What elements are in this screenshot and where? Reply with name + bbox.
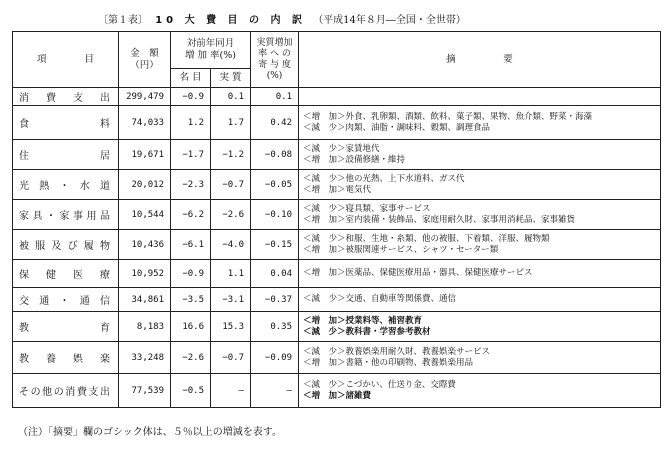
row-real: −0.7 [211,342,251,374]
table-row [13,88,661,106]
row-item: 住居 [13,140,119,170]
row-amount: 19,671 [119,140,171,170]
row-nominal: −2.6 [171,342,211,374]
summary-line: ＜減 少＞和服、生地・糸類、他の被服、下着類、洋服、履物類 [303,233,550,244]
summary-line: ＜減 少＞交通、自動車等関係費、通信 [303,294,457,304]
row-item: 保健医療 [13,260,119,288]
row-amount: 34,861 [119,288,171,312]
title-suffix: （平成14年８月―全国・全世帯） [313,15,466,26]
header-nominal: 名 目 [171,69,211,88]
row-amount: 33,248 [119,342,171,374]
summary-line: ＜減 少＞寝具類、家事サービス [303,203,431,214]
header-rate-group: 対前年同月 増 加 率(%) [171,32,251,69]
row-amount: 10,544 [119,200,171,230]
row-contribution: −0.15 [251,230,299,260]
summary-line: ＜増 加＞医薬品、保健医療用品・器具、保健医療サービス [303,268,533,278]
table-row [13,230,661,260]
row-real: 15.3 [211,312,251,342]
summary-line: ＜減 少＞教養娯楽用耐久財、教養娯楽サービス [303,346,491,357]
row-item: 光熱・水道 [13,170,119,200]
row-nominal: −2.3 [171,170,211,200]
row-real: — [211,374,251,408]
row-summary [299,230,661,260]
row-contribution: — [251,374,299,408]
table-title [98,11,466,26]
row-summary [299,288,661,312]
row-summary [299,200,661,230]
header-real: 実 質 [211,69,251,88]
table-row [13,374,661,408]
row-contribution: 0.04 [251,260,299,288]
expenditure-table [12,31,661,408]
row-summary [299,260,661,288]
row-item: 家具・家事用品 [13,200,119,230]
summary-line: ＜減 少＞こづかい、仕送り金、交際費 [303,379,456,390]
summary-line: ＜増 加＞被服関連サービス、シャツ・セーター類 [303,244,499,255]
footnote: （注）「摘要」欄のゴシック体は、５％以上の増減を表す。 [18,427,282,438]
row-nominal: 1.2 [171,106,211,140]
row-amount: 74,033 [119,106,171,140]
row-item: 教育 [13,312,119,342]
row-contribution: −0.09 [251,342,299,374]
row-real: −4.0 [211,230,251,260]
table-row [13,312,661,342]
header-amount: 金 額 （円） [119,32,171,88]
header-item: 項 目 [13,32,119,88]
summary-line: ＜減 少＞他の光熱、上下水道料、ガス代 [303,173,465,184]
row-amount: 10,436 [119,230,171,260]
summary-line: ＜減 少＞肉類、油脂・調味料、穀類、調理食品 [303,122,491,133]
summary-line: ＜増 加＞諸雑費 [303,390,372,401]
row-summary [299,342,661,374]
header-contribution: 実質増加 率 へ の 寄 与 度 (%) [251,32,299,88]
row-real: −1.2 [211,140,251,170]
table-row [13,260,661,288]
table-row [13,288,661,312]
title-prefix: 〔第１表〕 [98,15,148,26]
table-row [13,140,661,170]
row-item: 消費支出 [13,88,119,106]
row-nominal: −0.5 [171,374,211,408]
row-real: −2.6 [211,200,251,230]
summary-line: ＜増 加＞外食、乳卵類、酒類、飲料、菓子類、果物、魚介類、野菜・海藻 [303,111,593,122]
row-real: −3.1 [211,288,251,312]
row-contribution: −0.37 [251,288,299,312]
row-real: 0.1 [211,88,251,106]
header-summary: 摘 要 [299,32,661,88]
row-nominal: −3.5 [171,288,211,312]
summary-line: ＜増 加＞電気代 [303,184,372,195]
row-real: −0.7 [211,170,251,200]
summary-line: ＜増 加＞書籍・他の印刷物、教養娯楽用品 [303,357,474,368]
row-item: 被服及び履物 [13,230,119,260]
row-summary [299,106,661,140]
row-contribution: 0.35 [251,312,299,342]
row-summary [299,374,661,408]
row-nominal: −1.7 [171,140,211,170]
row-nominal: −0.9 [171,260,211,288]
row-contribution: −0.08 [251,140,299,170]
row-summary [299,88,661,106]
summary-line: ＜増 加＞室内装備・装飾品、家庭用耐久財、家事用消耗品、家事雑貨 [303,214,576,225]
row-amount: 20,012 [119,170,171,200]
row-item: その他の消費支出 [13,374,119,408]
summary-line: ＜増 加＞授業料等、補習教育 [303,315,423,326]
table-row [13,200,661,230]
row-nominal: 16.6 [171,312,211,342]
row-summary [299,140,661,170]
table-row [13,342,661,374]
row-amount: 8,183 [119,312,171,342]
row-nominal: −6.2 [171,200,211,230]
row-contribution: −0.05 [251,170,299,200]
row-item: 食料 [13,106,119,140]
summary-line: ＜減 少＞教科書・学習参考教材 [303,326,431,337]
row-amount: 77,539 [119,374,171,408]
row-contribution: 0.42 [251,106,299,140]
summary-line: ＜増 加＞設備修繕・維持 [303,154,406,165]
row-summary [299,312,661,342]
row-amount: 299,479 [119,88,171,106]
row-item: 交通・通信 [13,288,119,312]
row-real: 1.1 [211,260,251,288]
table-row [13,170,661,200]
row-nominal: −6.1 [171,230,211,260]
row-item: 教養娯楽 [13,342,119,374]
row-contribution: 0.1 [251,88,299,106]
row-real: 1.7 [211,106,251,140]
row-contribution: −0.10 [251,200,299,230]
summary-line: ＜減 少＞家賃地代 [303,143,380,154]
table-row [13,106,661,140]
row-summary [299,170,661,200]
title-main: 10 大 費 目 の 内 訳 [155,15,306,26]
row-nominal: −0.9 [171,88,211,106]
row-amount: 10,952 [119,260,171,288]
